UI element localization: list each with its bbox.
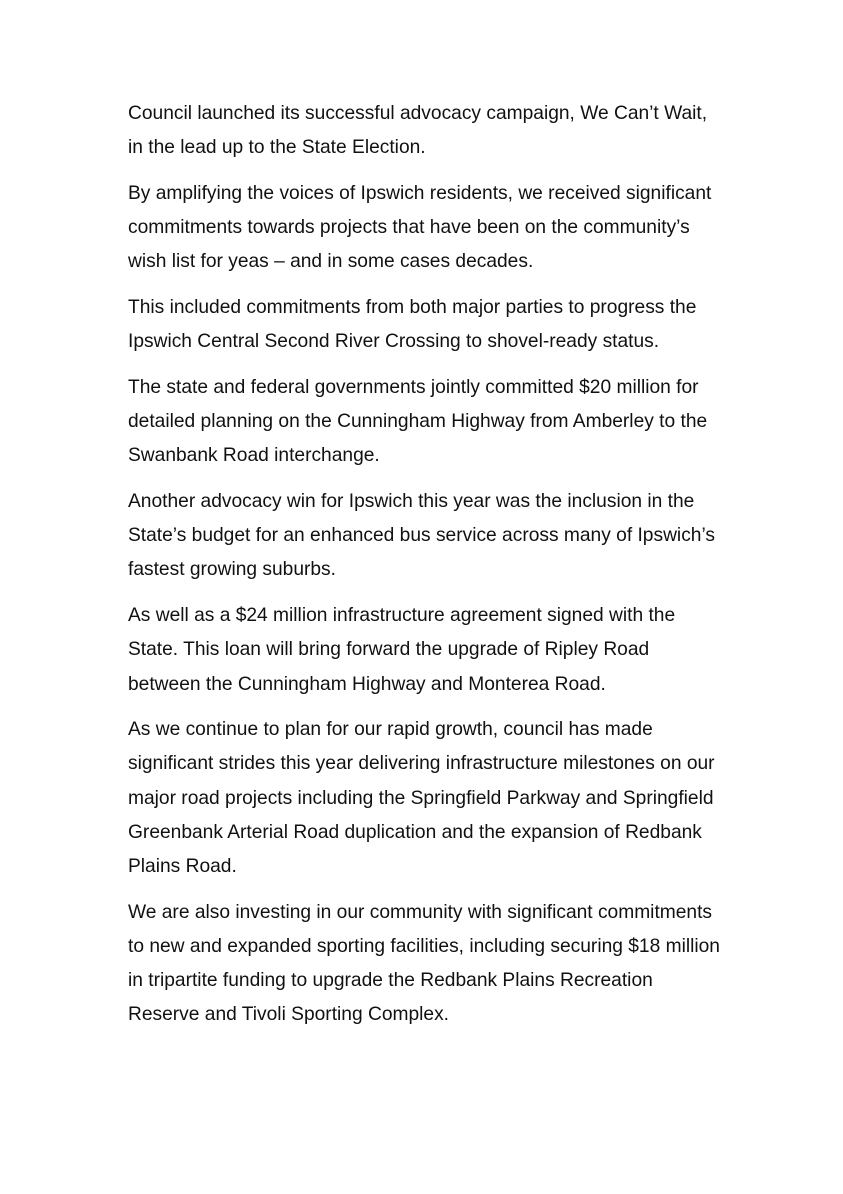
text-line: Plains Road. <box>128 856 237 878</box>
text-line: State. This loan will bring forward the upgrade of Ripley Road <box>128 639 650 661</box>
text-line: This included commitments from both major parties to progress the <box>128 297 697 319</box>
document-page <box>128 97 758 1044</box>
text-line: in the lead up to the State Election. <box>128 137 426 159</box>
text-line: major road projects including the Springfield Parkway and Springfield <box>128 787 714 809</box>
paragraph-road-projects <box>128 713 758 884</box>
text-line: fastest growing suburbs. <box>128 559 336 581</box>
text-line: significant strides this year delivering infrastructure milestones on our <box>128 753 715 775</box>
text-line: Council launched its successful advocacy campaign, We Can’t Wait, <box>128 103 708 124</box>
paragraph-river-crossing <box>128 291 758 359</box>
paragraph-infrastructure-agreement <box>128 599 758 702</box>
paragraph-cunningham-highway <box>128 371 758 474</box>
text-line: wish list for yeas – and in some cases decades. <box>128 251 534 273</box>
text-line: Ipswich Central Second River Crossing to shovel-ready status. <box>128 331 660 353</box>
text-line: to new and expanded sporting facilities, including securing $18 million <box>128 935 720 957</box>
text-line: We are also investing in our community with significant commitments <box>128 901 713 923</box>
text-line: detailed planning on the Cunningham Highway from Amberley to the <box>128 411 708 433</box>
text-line: Reserve and Tivoli Sporting Complex. <box>128 1004 450 1026</box>
text-line: commitments towards projects that have been on the community’s <box>128 217 690 239</box>
text-line: As we continue to plan for our rapid growth, council has made <box>128 719 653 741</box>
paragraph-community-commitments <box>128 177 758 280</box>
text-line: Greenbank Arterial Road duplication and the expansion of Redbank <box>128 821 702 843</box>
paragraph-advocacy-campaign <box>128 97 758 165</box>
text-line: Another advocacy win for Ipswich this year was the inclusion in the <box>128 491 695 513</box>
paragraph-bus-service <box>128 485 758 588</box>
text-line: in tripartite funding to upgrade the Redbank Plains Recreation <box>128 970 653 992</box>
text-line: State’s budget for an enhanced bus service across many of Ipswich’s <box>128 525 715 547</box>
text-line: between the Cunningham Highway and Monterea Road. <box>128 673 606 695</box>
text-line: Swanbank Road interchange. <box>128 445 380 467</box>
paragraph-sporting-facilities <box>128 896 758 1033</box>
text-line: By amplifying the voices of Ipswich residents, we received significant <box>128 182 712 204</box>
text-line: As well as a $24 million infrastructure agreement signed with the <box>128 605 676 627</box>
text-line: The state and federal governments jointly committed $20 million for <box>128 376 699 398</box>
